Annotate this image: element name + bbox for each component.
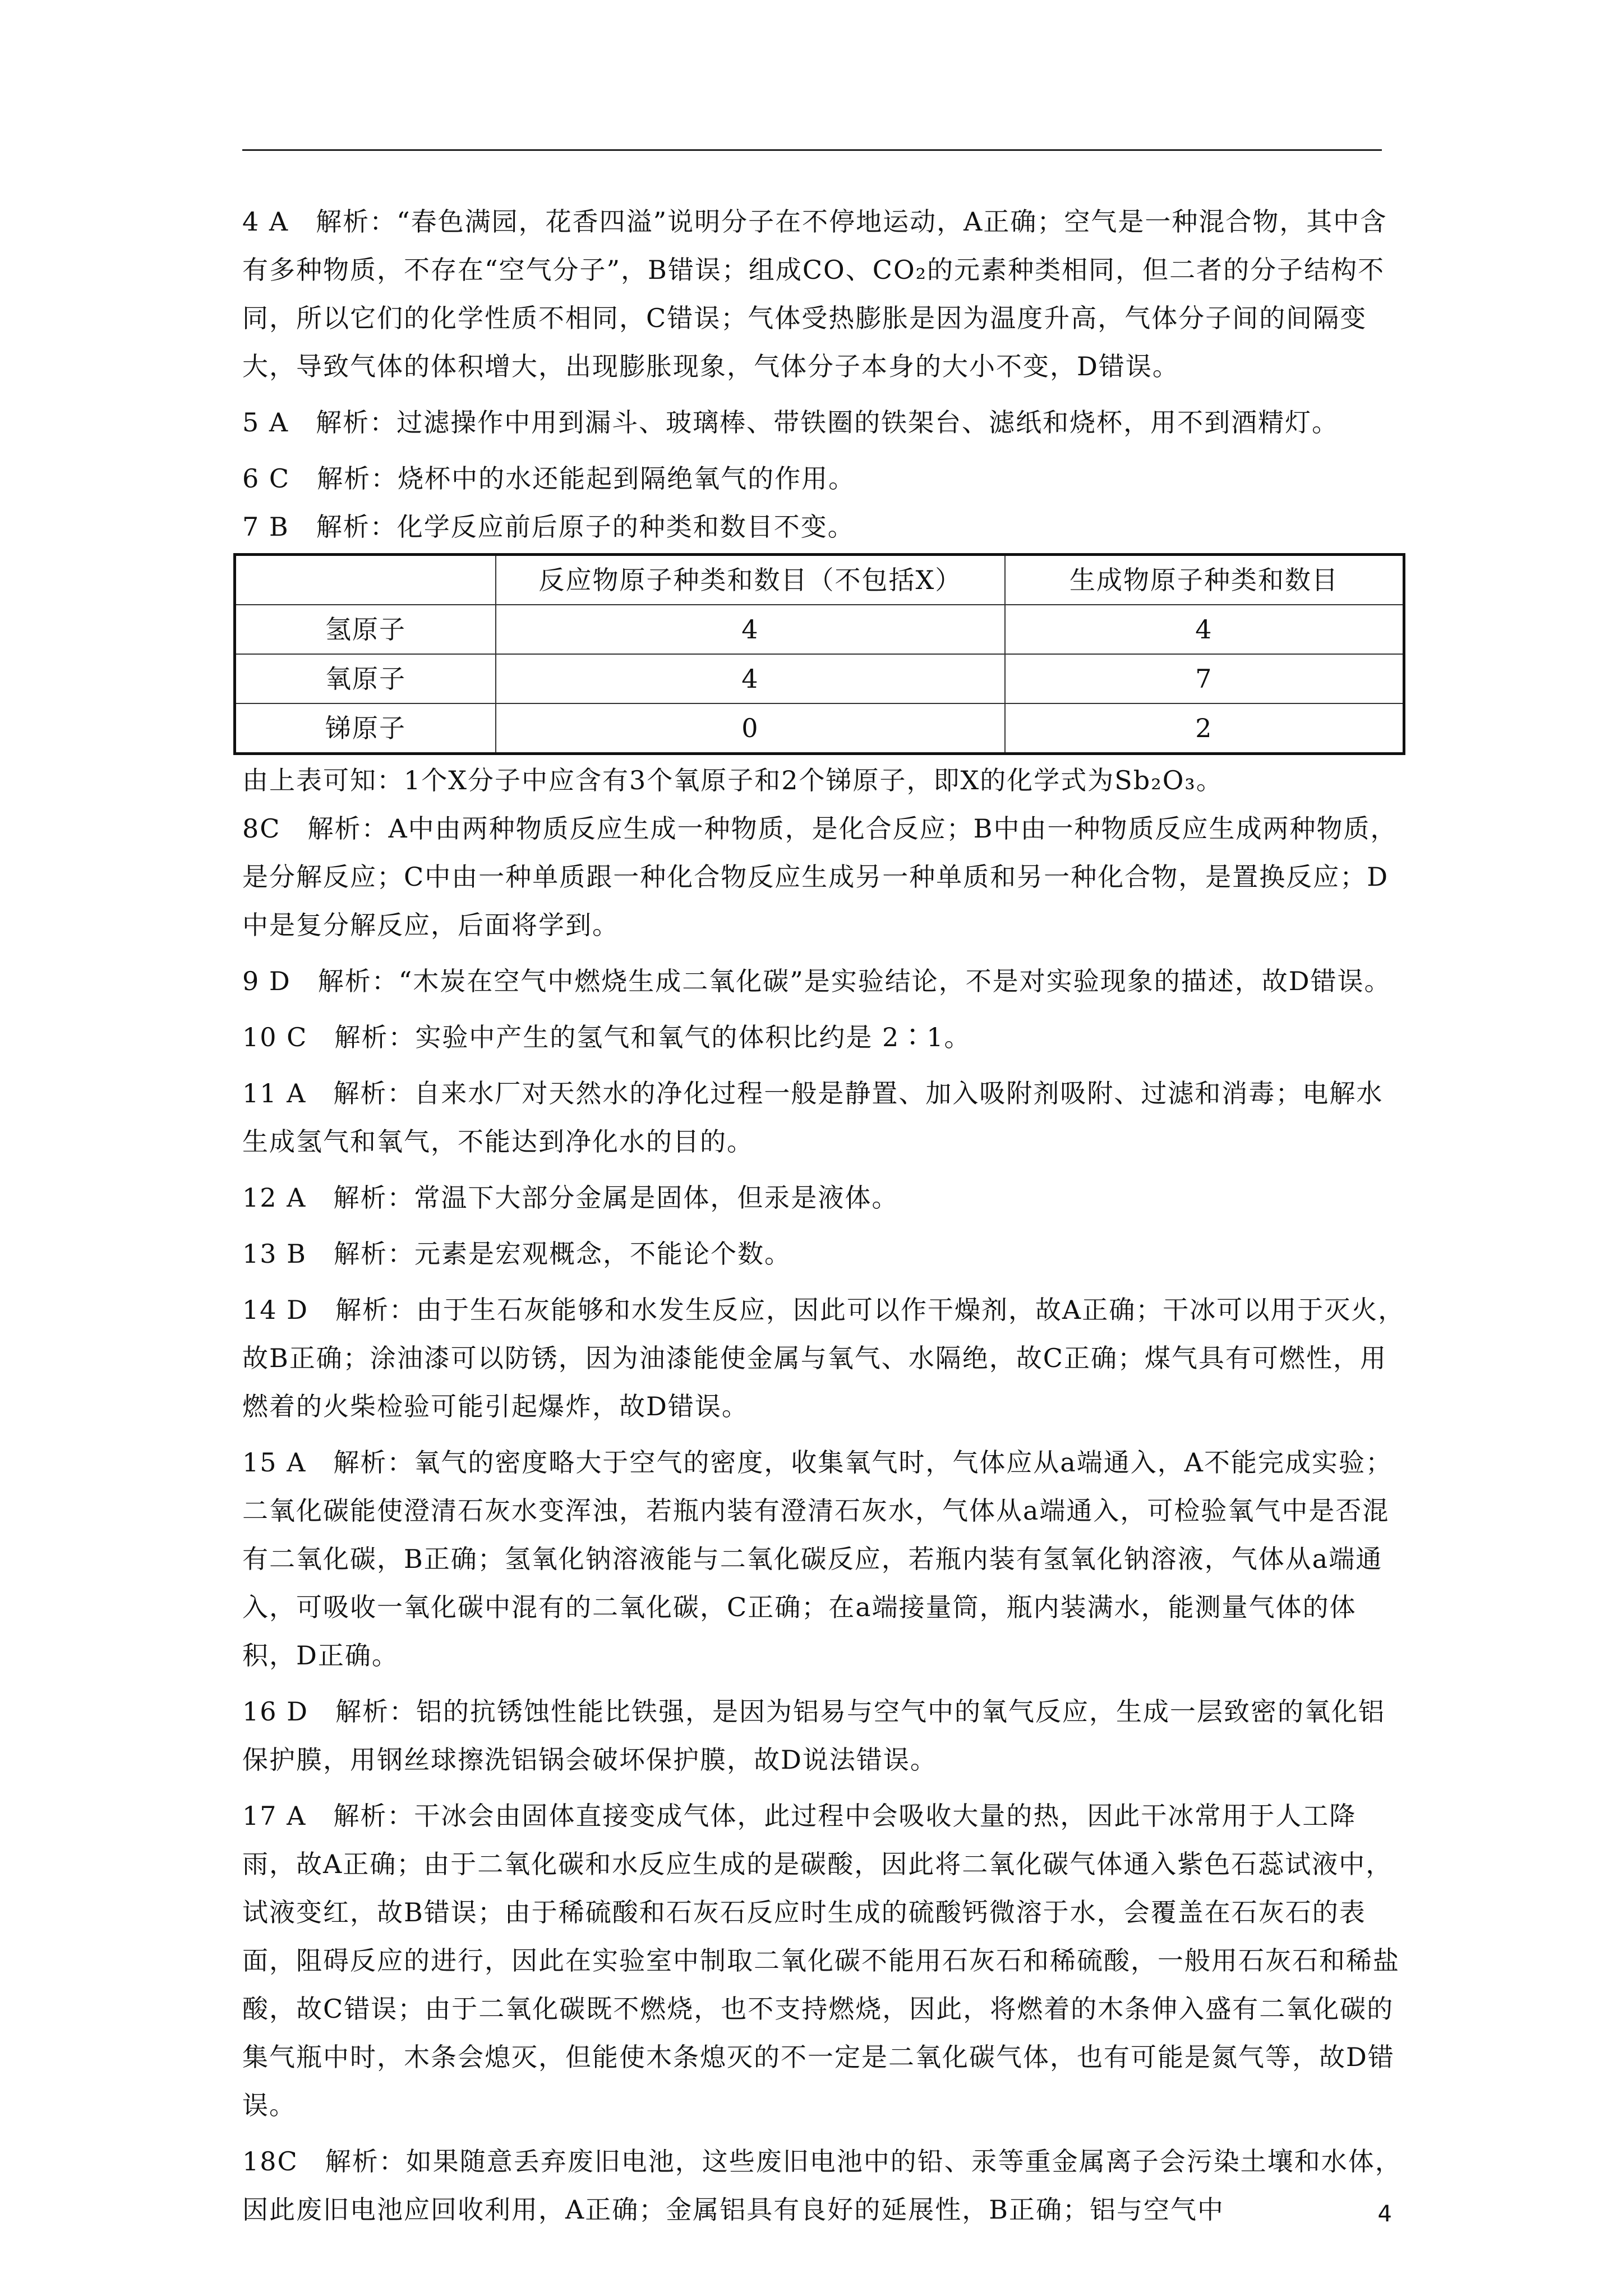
answer-13: 13 B 解析：元素是宏观概念，不能论个数。 xyxy=(242,1239,791,1269)
atom-count-table xyxy=(233,553,1405,755)
answer-9: 9 D 解析：“木炭在空气中燃烧生成二氧化碳”是实验结论，不是对实验现象的描述，故D错误。 xyxy=(242,966,1391,996)
table-cell: 4 xyxy=(496,654,1005,703)
answer-5: 5 A 解析：过滤操作中用到漏斗、玻璃棒、带铁圈的铁架台、滤纸和烧杯，用不到酒精灯。 xyxy=(242,407,1339,438)
table-header-cell xyxy=(235,555,496,605)
answer-4: 4 A 解析：“春色满园，花香四溢”说明分子在不停地运动，A正确；空气是一种混合物，其中含有多种物质，不存在“空气分子”，B错误；组成CO、CO₂的元素种类相同，但二者的分子结构不同，所以它们的化学性质不相同，C错误；气体受热膨胀是因为温度升高，气体分子间的间隔变大，导致气体的体积增大，出现膨胀现象，气体分子本身的大小不变，D错误。 xyxy=(242,206,1387,381)
answer-16: 16 D 解析：铝的抗锈蚀性能比铁强，是因为铝易与空气中的氧气反应，生成一层致密的氧化铝保护膜，用钢丝球擦洗铝锅会破坏保护膜，故D说法错误。 xyxy=(242,1696,1386,1775)
table-cell: 4 xyxy=(1005,605,1404,654)
answer-14: 14 D 解析：由于生石灰能够和水发生反应，因此可以作干燥剂，故A正确；干冰可以用于灭火，故B正确；涂油漆可以防锈，因为油漆能使金属与氧气、水隔绝，故C正确；煤气具有可燃性，用燃着的火柴检验可能引起爆炸，故D错误。 xyxy=(242,1295,1405,1421)
answer-18: 18C 解析：如果随意丢弃废旧电池，这些废旧电池中的铅、汞等重金属离子会污染土壤和水体，因此废旧电池应回收利用，A正确；金属铝具有良好的延展性，B正确；铝与空气中 xyxy=(242,2146,1402,2225)
answer-12: 12 A 解析：常温下大部分金属是固体，但汞是液体。 xyxy=(242,1182,899,1213)
table-conclusion: 由上表可知：1个X分子中应含有3个氧原子和2个锑原子，即X的化学式为Sb₂O₃。 xyxy=(242,765,1223,795)
table-row xyxy=(235,605,1404,654)
answer-6: 6 C 解析：烧杯中的水还能起到隔绝氧气的作用。 xyxy=(242,463,856,494)
table-row xyxy=(235,654,1404,703)
answer-8: 8C 解析：A中由两种物质反应生成一种物质，是化合反应；B中由一种物质反应生成两种物质，是分解反应；C中由一种单质跟一种化合物反应生成另一种单质和另一种化合物，是置换反应；D中是复分解反应，后面将学到。 xyxy=(242,813,1398,940)
table-header-cell: 反应物原子种类和数目（不包括X） xyxy=(496,555,1005,605)
table-cell: 2 xyxy=(1005,703,1404,754)
table-cell: 锑原子 xyxy=(235,703,496,754)
table-cell: 0 xyxy=(496,703,1005,754)
table-header-cell: 生成物原子种类和数目 xyxy=(1005,555,1404,605)
table-row xyxy=(235,703,1404,754)
table-header-row xyxy=(235,555,1404,605)
table-cell: 7 xyxy=(1005,654,1404,703)
page-number: 4 xyxy=(1377,2201,1392,2227)
answer-7: 7 B 解析：化学反应前后原子的种类和数目不变。 xyxy=(242,512,855,542)
answer-content xyxy=(242,197,1409,2242)
table-cell: 氧原子 xyxy=(235,654,496,703)
answer-15: 15 A 解析：氧气的密度略大于空气的密度，收集氧气时，气体应从a端通入，A不能完成实验；二氧化碳能使澄清石灰水变浑浊，若瓶内装有澄清石灰水，气体从a端通入，可检验氧气中是否混有二氧化碳，B正确；氢氧化钠溶液能与二氧化碳反应，若瓶内装有氢氧化钠溶液，气体从a端通入，可吸收一氧化碳中混有的二氧化碳，C正确；在a端接量筒，瓶内装满水，能测量气体的体积，D正确。 xyxy=(242,1447,1393,1671)
answer-10: 10 C 解析：实验中产生的氢气和氧气的体积比约是 2∶1。 xyxy=(242,1022,971,1052)
table-cell: 4 xyxy=(496,605,1005,654)
answer-11: 11 A 解析：自来水厂对天然水的净化过程一般是静置、加入吸附剂吸附、过滤和消毒；电解水生成氢气和氧气，不能达到净化水的目的。 xyxy=(242,1078,1384,1157)
header-rule xyxy=(242,149,1382,151)
answer-17: 17 A 解析：干冰会由固体直接变成气体，此过程中会吸收大量的热，因此干冰常用于人工降雨，故A正确；由于二氧化碳和水反应生成的是碳酸，因此将二氧化碳气体通入紫色石蕊试液中，试液变红，故B错误；由于稀硫酸和石灰石反应时生成的硫酸钙微溶于水，会覆盖在石灰石的表面，阻碍反应的进行，因此在实验室中制取二氧化碳不能用石灰石和稀硫酸，一般用石灰石和稀盐酸，故C错误；由于二氧化碳既不燃烧，也不支持燃烧，因此，将燃着的木条伸入盛有二氧化碳的集气瓶中时，木条会熄灭，但能使木条熄灭的不一定是二氧化碳气体，也有可能是氮气等，故D错误。 xyxy=(242,1801,1400,2120)
table-cell: 氢原子 xyxy=(235,605,496,654)
